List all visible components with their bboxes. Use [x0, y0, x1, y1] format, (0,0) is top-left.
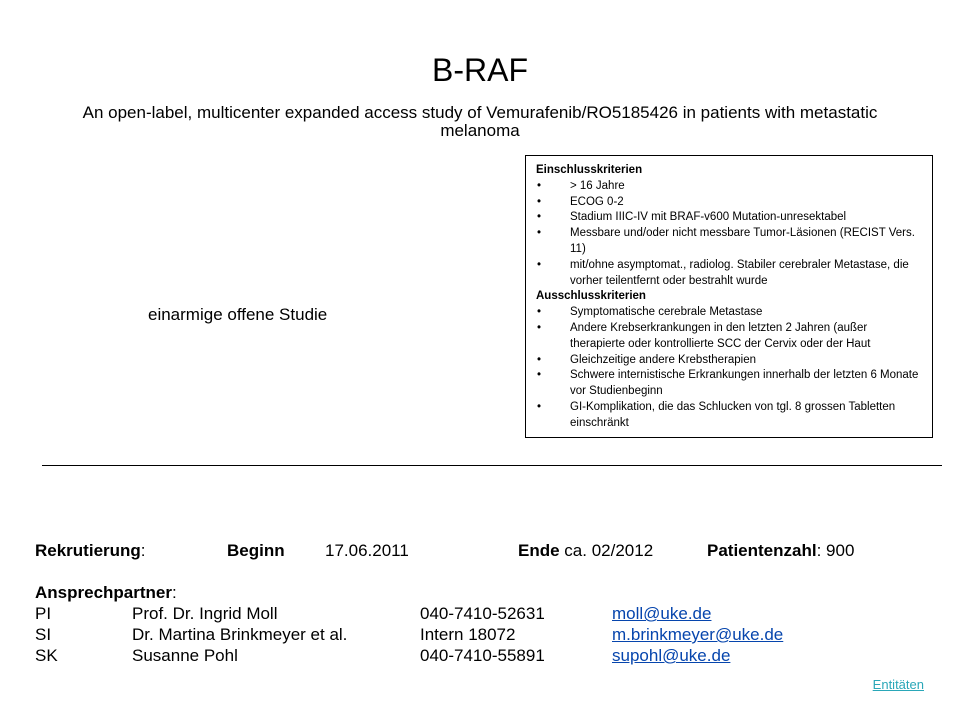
- bullet-icon: •: [537, 179, 542, 192]
- exclusion-list: [536, 305, 922, 431]
- contact-name: Dr. Martina Brinkmeyer et al.: [132, 625, 348, 644]
- recruitment-row: [35, 540, 935, 561]
- begin-date: 17.06.2011: [325, 541, 409, 560]
- inclusion-item: [536, 195, 922, 211]
- contact-row: [35, 645, 935, 666]
- contact-row: [35, 624, 935, 645]
- bullet-icon: •: [537, 306, 542, 319]
- inclusion-item: [536, 210, 922, 226]
- contact-name: Susanne Pohl: [132, 646, 238, 665]
- bullet-icon: •: [537, 369, 542, 382]
- bullet-icon: •: [537, 211, 542, 224]
- spacer-row: [35, 561, 935, 582]
- exclusion-item: [536, 353, 922, 369]
- inclusion-item-text: ECOG 0-2: [570, 195, 624, 208]
- exclusion-item-text: Gleichzeitige andere Krebstherapien: [570, 353, 757, 366]
- study-info-block: [35, 540, 935, 666]
- exclusion-item: [536, 321, 922, 353]
- exclusion-item: [536, 305, 922, 321]
- bullet-icon: •: [537, 227, 542, 240]
- bullet-icon: •: [537, 353, 542, 366]
- contact-phone: 040-7410-52631: [420, 604, 545, 623]
- inclusion-item-text: Messbare und/oder nicht messbare Tumor-Läsionen (RECIST Vers. 11): [570, 227, 915, 255]
- exclusion-item-text: Symptomatische cerebrale Metastase: [570, 306, 763, 319]
- bullet-icon: •: [537, 321, 542, 334]
- patient-count: Patientenzahl: 900: [707, 541, 855, 560]
- contact-email-link[interactable]: moll@uke.de: [612, 604, 712, 623]
- contact-name: Prof. Dr. Ingrid Moll: [132, 604, 278, 623]
- contact-role: PI: [35, 604, 52, 623]
- page-title: B-RAF: [432, 52, 528, 88]
- bullet-icon: •: [537, 400, 542, 413]
- exclusion-item: [536, 400, 922, 432]
- entities-link[interactable]: Entitäten: [872, 677, 924, 692]
- study-design-label: einarmige offene Studie: [148, 305, 328, 324]
- exclusion-item: [536, 368, 922, 400]
- contact-email-link[interactable]: supohl@uke.de: [612, 646, 731, 665]
- contact-row: [35, 603, 935, 624]
- contact-role: SI: [35, 625, 52, 644]
- criteria-box: [525, 155, 933, 438]
- bullet-icon: •: [537, 195, 542, 208]
- bullet-icon: •: [537, 258, 542, 271]
- contact-email-link[interactable]: m.brinkmeyer@uke.de: [612, 625, 784, 644]
- contacts-heading: Ansprechpartner:: [35, 583, 177, 602]
- study-subtitle: An open-label, multicenter expanded access study of Vemurafenib/RO5185426 in patients with metastatic melanoma: [82, 103, 878, 140]
- inclusion-item-text: Stadium IIIC-IV mit BRAF-v600 Mutation-unresektabel: [570, 211, 847, 224]
- recruitment-label: Rekrutierung:: [35, 541, 146, 560]
- contact-role: SK: [35, 646, 58, 665]
- contacts-heading-row: [35, 582, 935, 603]
- inclusion-list: [536, 179, 922, 290]
- inclusion-item-text: > 16 Jahre: [570, 179, 625, 192]
- exclusion-item-text: Andere Krebserkrankungen in den letzten 2 Jahren (außer therapierte oder kontrollierte SCC der Cervix oder der Haut: [570, 321, 871, 350]
- inclusion-item: [536, 258, 922, 290]
- end-info: Ende ca. 02/2012: [518, 541, 654, 560]
- exclusion-item-text: GI-Komplikation, die das Schlucken von tgl. 8 grossen Tabletten einschränkt: [570, 400, 896, 429]
- horizontal-divider: [42, 465, 942, 466]
- contact-phone: Intern 18072: [420, 625, 516, 644]
- begin-label: Beginn: [227, 541, 285, 560]
- exclusion-heading: Ausschlusskriterien: [536, 290, 646, 303]
- inclusion-item-text: mit/ohne asymptomat., radiolog. Stabiler cerebraler Metastase, die vorher teilentfernt oder bestrahlt wurde: [570, 258, 909, 287]
- contact-phone: 040-7410-55891: [420, 646, 545, 665]
- inclusion-heading: Einschlusskriterien: [536, 164, 643, 176]
- inclusion-item: [536, 226, 922, 258]
- exclusion-item-text: Schwere internistische Erkrankungen innerhalb der letzten 6 Monate vor Studienbeginn: [570, 369, 919, 398]
- inclusion-item: [536, 179, 922, 195]
